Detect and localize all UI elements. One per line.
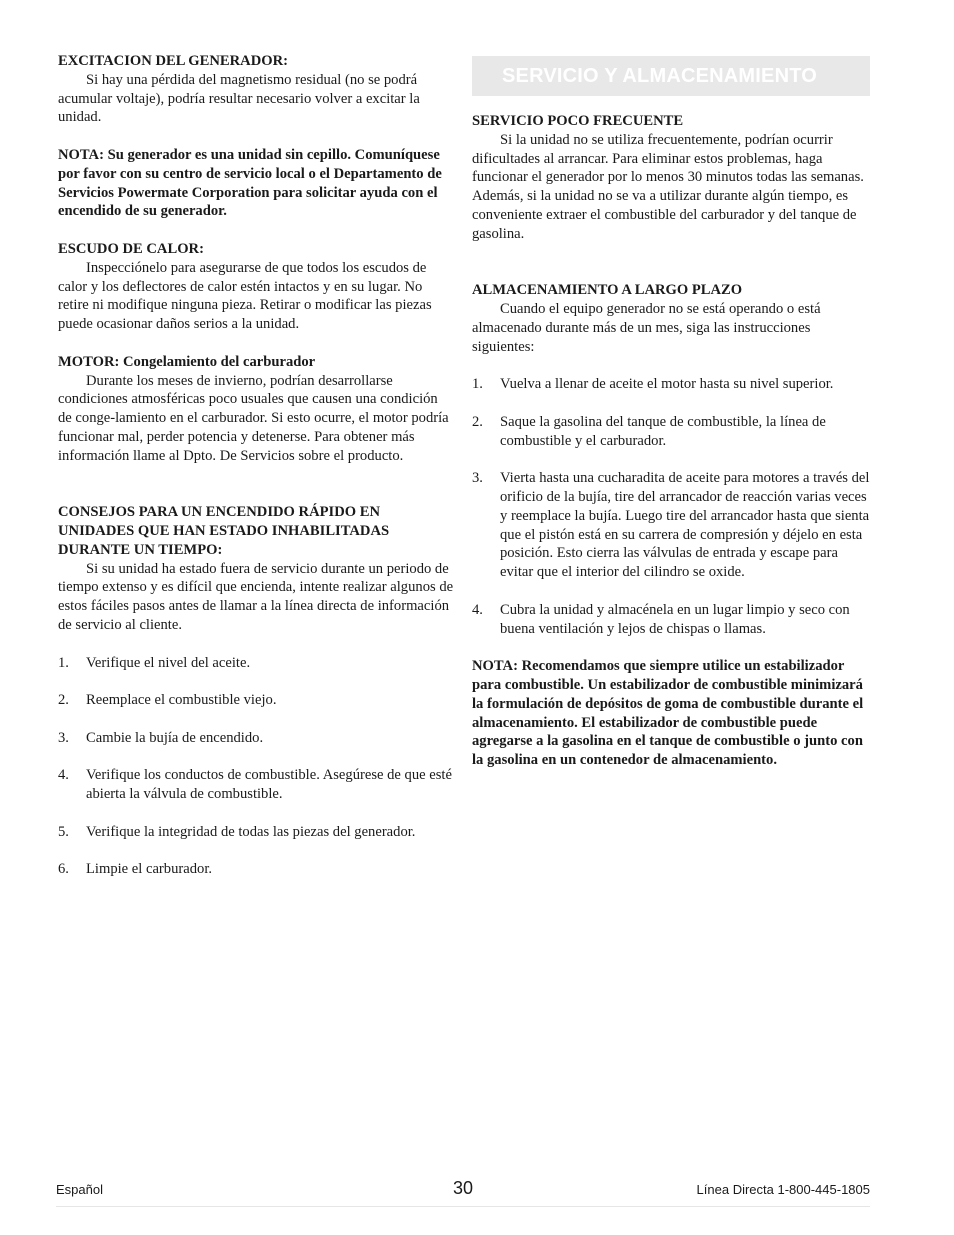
list-item bbox=[472, 413, 870, 451]
step-number: 3. bbox=[472, 470, 483, 487]
step-number: 5. bbox=[58, 823, 69, 840]
step-number: 2. bbox=[58, 692, 69, 709]
page-footer bbox=[56, 1170, 870, 1207]
banner-title: SERVICIO Y ALMACENAMIENTO bbox=[502, 64, 818, 87]
long-term-storage-heading: ALMACENAMIENTO A LARGO PLAZO bbox=[472, 282, 743, 299]
right-column bbox=[472, 52, 870, 770]
long-term-storage-section bbox=[472, 281, 870, 638]
step-number: 1. bbox=[472, 376, 483, 393]
footer-hotline: Línea Directa 1-800-445-1805 bbox=[696, 1182, 870, 1197]
heat-shield-body: Inspecciónelo para asegurarse de que todos los escudos de calor y los deflectores de calor estén intactos y en su lugar. No retire ni modifique ninguna pieza. Retirar o modificar las piezas puede ocasionar daños serios a la unidad. bbox=[58, 259, 432, 333]
motor-section bbox=[58, 353, 454, 466]
footer-language: Español bbox=[56, 1182, 103, 1197]
infrequent-service-heading: SERVICIO POCO FRECUENTE bbox=[472, 113, 684, 129]
page-number: 30 bbox=[452, 1178, 474, 1198]
left-column bbox=[58, 52, 454, 898]
list-item bbox=[58, 860, 454, 879]
quick-start-heading: CONSEJOS PARA UN ENCENDIDO RÁPIDO EN UNIDADES QUE HAN ESTADO INHABILITADAS DURANTE UN TIEMPO: bbox=[58, 504, 390, 558]
motor-body: Durante los meses de invierno, podrían desarrollarse condiciones atmosféricas poco usuales que causen una condición de conge-lamiento en el carburador. Si esto ocurre, el motor podría funcionar mal, perder potencia y detenerse. Para obtener más información llame al Dpto. De Servicios sobre el producto. bbox=[58, 372, 449, 464]
stabilizer-note: NOTA: Recomendamos que siempre utilice un estabilizador para combustible. Un estabilizador de combustible minimizará la formulación de depósitos de goma de combustible durante el almacenamiento. El estabilizador de combustible puede agregarse a la gasolina en el tanque de combustible o junto con la gasolina en un contenedor de almacenamiento. bbox=[472, 658, 864, 769]
step-text: Verifique el nivel del aceite. bbox=[86, 654, 251, 671]
step-number: 6. bbox=[58, 861, 69, 878]
heat-shield-heading: ESCUDO DE CALOR: bbox=[58, 240, 204, 257]
list-item bbox=[58, 766, 454, 804]
list-item bbox=[472, 469, 870, 582]
step-text: Limpie el carburador. bbox=[86, 861, 213, 878]
step-number: 2. bbox=[472, 413, 483, 430]
step-text: Reemplace el combustible viejo. bbox=[86, 692, 277, 709]
excitation-heading: EXCITACION DEL GENERADOR: bbox=[58, 53, 289, 69]
brushless-note: NOTA: Su generador es una unidad sin cepillo. Comuníquese por favor con su centro de servicio local o el Departamento de Servicios Powermate Corporation para solicitar ayuda con el encendido de su generador. bbox=[58, 146, 442, 220]
list-item bbox=[58, 729, 454, 748]
step-text: Vuelva a llenar de aceite el motor hasta su nivel superior. bbox=[500, 376, 834, 393]
list-item bbox=[472, 601, 870, 639]
step-number: 1. bbox=[58, 654, 69, 671]
step-text: Verifique la integridad de todas las piezas del generador. bbox=[86, 823, 416, 840]
list-item bbox=[58, 823, 454, 842]
step-text: Verifique los conductos de combustible. Asegúrese de que esté abierta la válvula de combustible. bbox=[86, 767, 452, 803]
heat-shield-section bbox=[58, 240, 454, 334]
infrequent-service-section bbox=[472, 112, 870, 244]
excitation-section bbox=[58, 52, 454, 127]
long-term-storage-body: Cuando el equipo generador no se está operando o está almacenado durante más de un mes, siga las instrucciones siguientes: bbox=[472, 300, 821, 355]
step-text: Cubra la unidad y almacénela en un lugar limpio y seco con buena ventilación y lejos de chispas o llamas. bbox=[500, 601, 850, 637]
list-item bbox=[58, 654, 454, 673]
excitation-body: Si hay una pérdida del magnetismo residual (no se podrá acumular voltaje), podría resultar necesario volver a excitar la unidad. bbox=[58, 71, 420, 126]
step-number: 3. bbox=[58, 729, 69, 746]
list-item bbox=[58, 691, 454, 710]
step-text: Saque la gasolina del tanque de combustible, la línea de combustible y el carburador. bbox=[500, 413, 826, 449]
storage-steps bbox=[472, 375, 870, 638]
motor-heading: MOTOR: Congelamiento del carburador bbox=[58, 353, 316, 370]
section-banner bbox=[472, 56, 870, 96]
infrequent-service-body: Si la unidad no se utiliza frecuentemente, podrían ocurrir dificultades al arrancar. Para eliminar estos problemas, haga funcionar el generador por lo menos 30 minutos todas las semanas. Además, si la unidad no se va a utilizar durante algún tiempo, es conveniente extraer el combustible del carburador y del tanque de gasolina. bbox=[472, 131, 864, 242]
list-item bbox=[472, 375, 870, 394]
quick-start-body: Si su unidad ha estado fuera de servicio durante un periodo de tiempo extenso y es difícil que encienda, intente realizar algunos de estos fáciles pasos antes de llamar a la línea directa de información de servicio al cliente. bbox=[58, 560, 454, 633]
step-text: Cambie la bujía de encendido. bbox=[86, 729, 264, 746]
quick-start-section bbox=[58, 503, 454, 879]
step-number: 4. bbox=[472, 601, 483, 618]
step-text: Vierta hasta una cucharadita de aceite para motores a través del orificio de la bujía, tire del arrancador de reacción varias veces y reemplace la bujía. Luego tire del arrancador hasta que sienta que el pistón está en su carrera de compresión y déjelo en esta posición. Esto cierra las válvulas de entrada y escape para evitar que el interior del cilindro se oxide. bbox=[500, 470, 870, 581]
step-number: 4. bbox=[58, 767, 69, 784]
quick-start-steps bbox=[58, 654, 454, 880]
